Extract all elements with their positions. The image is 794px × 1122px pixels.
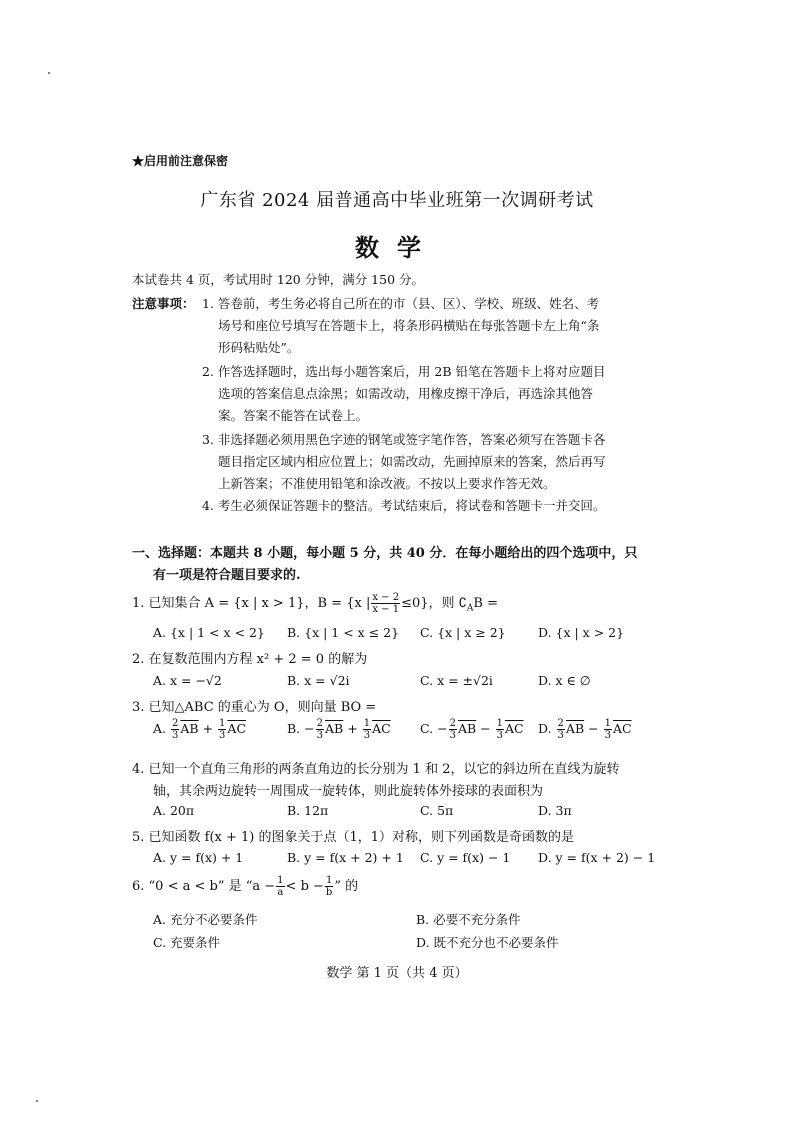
q6-frac-1: [276, 875, 284, 898]
q2-option-c: C. x = ±√2i: [420, 673, 493, 688]
q3c-vector-2: $\overline{AC}$: [504, 721, 524, 736]
question-4-line-1: 4. 已知一个直角三角形的两条直角边的长分别为 1 和 2，以它的斜边所在直线为旋转: [132, 762, 620, 777]
notice-item-4-line-1: 4. 考生必须保证答题卡的整洁。考试结束后，将试卷和答题卡一并交回。: [202, 498, 606, 513]
q3d-vector-1: $\overline{AB}$: [565, 721, 585, 736]
notice-item-3-line-3: 上新答案；不准使用铅笔和涂改液。不按以上要求作答无效。: [218, 476, 556, 491]
q6-d2: b: [325, 887, 333, 898]
q1-frac-den: x − 1: [372, 604, 400, 615]
q1-set-open: {x |: [346, 596, 371, 611]
q6-n1: 1: [277, 875, 284, 886]
q6-option-b: B. 必要不充分条件: [416, 912, 521, 927]
q6-part-1: 6. “0 < a < b” 是 “a −: [132, 879, 276, 894]
q3-option-b: [287, 718, 391, 741]
q3a-vector-1: $\overline{AB}$: [180, 721, 199, 736]
question-3-stem: 3. 已知△ABC 的重心为 O，则向量 BO =: [132, 700, 377, 715]
q4-option-b: B. 12π: [287, 803, 329, 818]
question-4-line-2: 轴，其余两边旋转一周围成一旋转体，则此旋转体外接球的表面积为: [153, 784, 544, 799]
q3b-n2: 1: [363, 718, 371, 729]
q3a-op: +: [202, 721, 214, 736]
q3a-frac-1: [171, 718, 179, 741]
confidential-note: ★启用前注意保密: [132, 154, 229, 168]
q3c-sign: −: [437, 721, 448, 736]
question-2-stem: 2. 在复数范围内方程 x² + 2 = 0 的解为: [132, 652, 368, 667]
q5-option-a: A. y = f(x) + 1: [153, 850, 244, 865]
notice-item-1-line-2: 场号和座位号填写在答题卡上，将条形码横贴在每张答题卡左上角“条: [218, 318, 600, 333]
q6-part-2: < b −: [285, 879, 324, 894]
q1-complement-sub: A: [466, 603, 474, 614]
q1-fraction: [371, 592, 400, 615]
q1-set-close: ≤0}，则 ∁: [401, 596, 467, 611]
q3d-op: −: [588, 721, 599, 736]
q5-option-c: C. y = f(x) − 1: [420, 850, 511, 865]
q3b-frac-2: [363, 718, 371, 741]
q4-option-a: A. 20π: [153, 803, 195, 818]
q1-option-d: D. {x | x > 2}: [538, 625, 625, 640]
q3b-d1: 3: [316, 730, 324, 741]
q3b-frac-1: [316, 718, 324, 741]
q3c-n2: 1: [496, 718, 503, 729]
q3-option-d: [538, 718, 632, 741]
q3c-vector-1: $\overline{AB}$: [457, 721, 477, 736]
q3c-d1: 3: [449, 730, 456, 741]
question-5-stem: 5. 已知函数 f(x + 1) 的图象关于点（1，1）对称，则下列函数是奇函数的是: [132, 830, 575, 845]
notice-item-1-line-3: 形码粘贴处”。: [218, 340, 300, 355]
q6-frac-2: [325, 875, 333, 898]
q6-d1: a: [277, 887, 284, 898]
q2-option-d: D. x ∈ ∅: [538, 673, 591, 688]
q3d-frac-2: [604, 718, 612, 741]
q3d-d1: 3: [557, 730, 564, 741]
q3d-n2: 1: [604, 718, 611, 729]
notice-item-2-line-2: 选项的答案信息点涂黑；如需改动，用橡皮擦干净后，再选涂其他答: [218, 386, 594, 401]
q3-option-a: [153, 718, 246, 741]
q3a-n1: 2: [172, 718, 179, 729]
notice-label: 注意事项：: [132, 296, 195, 311]
section-heading: 一、选择题：本题共 8 小题，每小题 5 分，共 40 分．在每小题给出的四个选项中，只: [132, 546, 638, 561]
q4-option-d: D. 3π: [538, 803, 572, 818]
q2-option-a: A. x = −√2: [153, 673, 222, 688]
q3c-op: −: [480, 721, 491, 736]
q1-frac-num: x − 2: [372, 592, 400, 603]
q5-option-b: B. y = f(x + 2) + 1: [287, 850, 404, 865]
q3d-n1: 2: [557, 718, 564, 729]
q2-option-b: B. x = √2i: [287, 673, 350, 688]
q3d-letter: D.: [538, 721, 552, 736]
subject-title: 数学: [355, 233, 439, 262]
notice-item-2-line-3: 案。答案不能答在试卷上。: [218, 408, 369, 423]
scan-speck: [48, 72, 50, 74]
q6-option-d: D. 既不充分也不必要条件: [416, 935, 559, 950]
q3c-frac-2: [496, 718, 504, 741]
q5-option-d: D. y = f(x + 2) − 1: [538, 850, 656, 865]
q3a-n2: 1: [219, 718, 226, 729]
q3d-vector-2: $\overline{AC}$: [612, 721, 632, 736]
q6-part-3: ” 的: [334, 879, 359, 894]
q3d-d2: 3: [604, 730, 611, 741]
q1-stem-b: B =: [473, 596, 498, 611]
q1-stem-a: 1. 已知集合 A = {x | x > 1}，B =: [132, 596, 347, 611]
q3a-d2: 3: [219, 730, 226, 741]
q6-n2: 1: [325, 875, 333, 886]
intro-text: 本试卷共 4 页，考试用时 120 分钟，满分 150 分。: [132, 272, 425, 287]
q1-option-b: B. {x | 1 < x ≤ 2}: [287, 625, 400, 640]
q3a-letter: A.: [153, 721, 167, 736]
q3b-vector-1: $\overline{AB}$: [325, 721, 344, 736]
question-1-stem: [132, 592, 498, 615]
q3b-vector-2: $\overline{AC}$: [372, 721, 391, 736]
q1-option-a: A. {x | 1 < x < 2}: [153, 625, 265, 640]
q3c-frac-1: [449, 718, 457, 741]
notice-item-1-line-1: 1. 答卷前，考生务必将自己所在的市（县、区）、学校、班级、姓名、考: [202, 296, 600, 311]
question-6-stem: [132, 875, 358, 898]
q3c-n1: 2: [449, 718, 456, 729]
q6-option-c: C. 充要条件: [153, 935, 221, 950]
q4-option-c: C. 5π: [420, 803, 454, 818]
notice-item-3-line-2: 题目指定区域内相应位置上；如需改动，先画掉原来的答案，然后再写: [218, 454, 606, 469]
q3b-op: +: [347, 721, 358, 736]
q6-option-a: A. 充分不必要条件: [153, 912, 258, 927]
notice-item-2-line-1: 2. 作答选择题时，选出每小题答案后，用 2B 铅笔在答题卡上将对应题目: [202, 364, 606, 379]
scan-speck: [36, 1100, 38, 1102]
q3d-frac-1: [557, 718, 565, 741]
q1-option-c: C. {x | x ≥ 2}: [420, 625, 506, 640]
q3b-sign: −: [304, 721, 315, 736]
q3c-letter: C.: [420, 721, 434, 736]
q3b-d2: 3: [363, 730, 371, 741]
q3a-d1: 3: [172, 730, 179, 741]
q3b-letter: B.: [287, 721, 301, 736]
section-heading-cont: 有一项是符合题目要求的.: [153, 568, 301, 583]
q3c-d2: 3: [496, 730, 503, 741]
exam-title: 广东省 2024 届普通高中毕业班第一次调研考试: [200, 190, 594, 211]
q3b-n1: 2: [316, 718, 324, 729]
q3-option-c: [420, 718, 524, 741]
q3a-vector-2: $\overline{AC}$: [227, 721, 247, 736]
notice-item-3-line-1: 3. 非选择题必须用黑色字迹的钢笔或签字笔作答，答案必须写在答题卡各: [202, 432, 606, 447]
q3a-frac-2: [218, 718, 226, 741]
page-footer: 数学 第 1 页（共 4 页）: [326, 966, 468, 981]
